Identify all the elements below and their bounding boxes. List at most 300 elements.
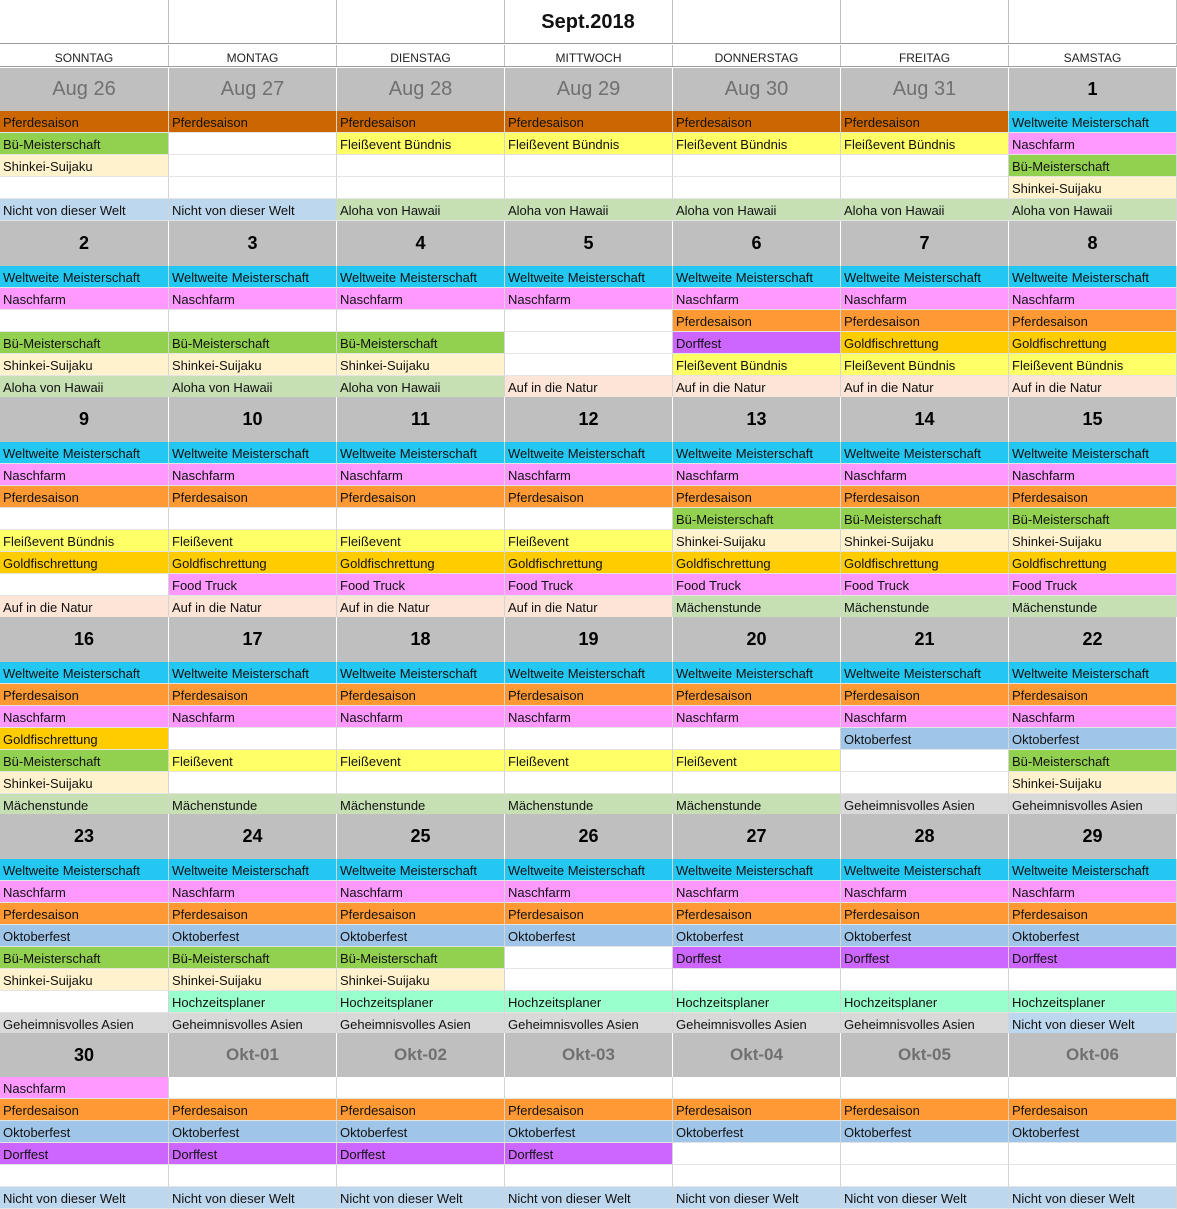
event-cell: Fleißevent <box>337 530 505 552</box>
date-cell: 5 <box>505 221 673 266</box>
event-cell: Geheimnisvolles Asien <box>505 1013 673 1035</box>
event-cell: Shinkei-Suijaku <box>1009 177 1177 199</box>
event-cell: Hochzeitsplaner <box>1009 991 1177 1013</box>
event-cell: Fleißevent Bündnis <box>505 133 673 155</box>
empty-cell <box>337 1165 505 1187</box>
date-cell: Okt-06 <box>1009 1033 1177 1077</box>
date-cell: Aug 26 <box>0 68 169 111</box>
event-cell: Naschfarm <box>0 288 169 310</box>
empty-cell <box>0 508 169 530</box>
event-cell: Bü-Meisterschaft <box>841 508 1009 530</box>
empty-cell <box>673 969 841 991</box>
empty-cell <box>673 1165 841 1187</box>
event-cell: Geheimnisvolles Asien <box>337 1013 505 1035</box>
event-cell: Nicht von dieser Welt <box>0 1187 169 1209</box>
event-cell: Naschfarm <box>1009 881 1177 903</box>
event-cell: Mächenstunde <box>841 596 1009 618</box>
event-cell: Mächenstunde <box>169 794 337 816</box>
empty-cell <box>1009 1165 1177 1187</box>
event-cell: Oktoberfest <box>1009 728 1177 750</box>
empty-cell <box>169 133 337 155</box>
event-cell: Oktoberfest <box>169 1121 337 1143</box>
date-cell: 15 <box>1009 397 1177 442</box>
date-cell: 17 <box>169 617 337 662</box>
event-cell: Pferdesaison <box>673 1099 841 1121</box>
empty-cell <box>169 155 337 177</box>
date-cell: 9 <box>0 397 169 442</box>
date-cell: Okt-01 <box>169 1033 337 1077</box>
title-cell <box>0 0 169 44</box>
empty-cell <box>841 1077 1009 1099</box>
event-cell: Pferdesaison <box>169 684 337 706</box>
event-cell: Oktoberfest <box>0 1121 169 1143</box>
event-cell: Fleißevent Bündnis <box>841 354 1009 376</box>
event-cell: Dorffest <box>841 947 1009 969</box>
event-cell: Dorffest <box>505 1143 673 1165</box>
event-cell: Aloha von Hawaii <box>841 199 1009 221</box>
event-cell: Pferdesaison <box>505 684 673 706</box>
event-cell: Naschfarm <box>1009 464 1177 486</box>
event-cell: Naschfarm <box>1009 288 1177 310</box>
event-cell: Weltweite Meisterschaft <box>841 662 1009 684</box>
event-cell: Weltweite Meisterschaft <box>673 859 841 881</box>
empty-cell <box>0 177 169 199</box>
weekday-donnerstag: DONNERSTAG <box>673 45 841 67</box>
event-cell: Goldfischrettung <box>169 552 337 574</box>
event-cell: Auf in die Natur <box>841 376 1009 398</box>
empty-cell <box>169 177 337 199</box>
event-cell: Pferdesaison <box>0 1099 169 1121</box>
event-cell: Naschfarm <box>673 881 841 903</box>
empty-cell <box>673 728 841 750</box>
event-cell: Goldfischrettung <box>841 552 1009 574</box>
empty-cell <box>169 728 337 750</box>
event-cell: Weltweite Meisterschaft <box>337 266 505 288</box>
event-cell: Weltweite Meisterschaft <box>169 442 337 464</box>
event-cell: Goldfischrettung <box>337 552 505 574</box>
empty-cell <box>169 1077 337 1099</box>
date-cell: Okt-04 <box>673 1033 841 1077</box>
event-cell: Food Truck <box>337 574 505 596</box>
event-cell: Naschfarm <box>673 706 841 728</box>
event-cell: Aloha von Hawaii <box>673 199 841 221</box>
event-cell: Shinkei-Suijaku <box>0 772 169 794</box>
event-cell: Dorffest <box>673 947 841 969</box>
event-cell: Mächenstunde <box>673 596 841 618</box>
event-cell: Weltweite Meisterschaft <box>505 662 673 684</box>
date-cell: 14 <box>841 397 1009 442</box>
event-cell: Naschfarm <box>1009 706 1177 728</box>
date-cell: 25 <box>337 814 505 859</box>
event-cell: Bü-Meisterschaft <box>0 947 169 969</box>
event-cell: Hochzeitsplaner <box>673 991 841 1013</box>
date-cell: 12 <box>505 397 673 442</box>
event-cell: Bü-Meisterschaft <box>1009 155 1177 177</box>
event-cell: Bü-Meisterschaft <box>1009 508 1177 530</box>
event-cell: Fleißevent <box>505 750 673 772</box>
weekday-freitag: FREITAG <box>841 45 1009 67</box>
date-cell: 27 <box>673 814 841 859</box>
empty-cell <box>673 1077 841 1099</box>
date-cell: 23 <box>0 814 169 859</box>
event-cell: Geheimnisvolles Asien <box>1009 794 1177 816</box>
event-cell: Nicht von dieser Welt <box>337 1187 505 1209</box>
empty-cell <box>505 728 673 750</box>
date-cell: 4 <box>337 221 505 266</box>
empty-cell <box>337 1077 505 1099</box>
event-cell: Nicht von dieser Welt <box>169 1187 337 1209</box>
event-cell: Hochzeitsplaner <box>169 991 337 1013</box>
event-cell: Weltweite Meisterschaft <box>673 442 841 464</box>
event-cell: Shinkei-Suijaku <box>841 530 1009 552</box>
event-cell: Shinkei-Suijaku <box>337 969 505 991</box>
event-cell: Auf in die Natur <box>337 596 505 618</box>
event-cell: Pferdesaison <box>673 486 841 508</box>
event-cell: Naschfarm <box>505 288 673 310</box>
event-cell: Pferdesaison <box>1009 486 1177 508</box>
event-cell: Weltweite Meisterschaft <box>1009 859 1177 881</box>
event-cell: Pferdesaison <box>169 903 337 925</box>
event-cell: Goldfischrettung <box>673 552 841 574</box>
event-cell: Naschfarm <box>337 288 505 310</box>
date-cell: 1 <box>1009 68 1177 111</box>
event-cell: Nicht von dieser Welt <box>1009 1013 1177 1035</box>
event-cell: Weltweite Meisterschaft <box>337 662 505 684</box>
event-cell: Oktoberfest <box>505 925 673 947</box>
event-cell: Geheimnisvolles Asien <box>841 794 1009 816</box>
event-cell: Weltweite Meisterschaft <box>1009 442 1177 464</box>
event-cell: Aloha von Hawaii <box>337 376 505 398</box>
date-cell: Aug 29 <box>505 68 673 111</box>
empty-cell <box>505 332 673 354</box>
event-cell: Pferdesaison <box>841 684 1009 706</box>
title-row <box>0 0 1177 45</box>
event-cell: Weltweite Meisterschaft <box>1009 266 1177 288</box>
event-cell: Aloha von Hawaii <box>169 376 337 398</box>
event-cell: Oktoberfest <box>1009 925 1177 947</box>
event-cell: Pferdesaison <box>0 903 169 925</box>
event-cell: Nicht von dieser Welt <box>505 1187 673 1209</box>
date-cell: 19 <box>505 617 673 662</box>
event-cell: Oktoberfest <box>505 1121 673 1143</box>
empty-cell <box>337 310 505 332</box>
event-cell: Weltweite Meisterschaft <box>1009 111 1177 133</box>
event-cell: Auf in die Natur <box>673 376 841 398</box>
event-cell: Fleißevent <box>505 530 673 552</box>
event-cell: Naschfarm <box>337 881 505 903</box>
empty-cell <box>505 508 673 530</box>
empty-cell <box>169 1165 337 1187</box>
empty-cell <box>0 310 169 332</box>
date-cell: 29 <box>1009 814 1177 859</box>
empty-cell <box>505 772 673 794</box>
event-cell: Fleißevent <box>337 750 505 772</box>
empty-cell <box>841 177 1009 199</box>
event-cell: Pferdesaison <box>337 486 505 508</box>
event-cell: Mächenstunde <box>673 794 841 816</box>
event-cell: Pferdesaison <box>337 903 505 925</box>
event-cell: Pferdesaison <box>169 1099 337 1121</box>
event-cell: Pferdesaison <box>841 310 1009 332</box>
event-cell: Naschfarm <box>1009 133 1177 155</box>
event-cell: Food Truck <box>673 574 841 596</box>
event-cell: Oktoberfest <box>841 1121 1009 1143</box>
event-cell: Naschfarm <box>505 706 673 728</box>
date-cell: 2 <box>0 221 169 266</box>
event-cell: Oktoberfest <box>337 1121 505 1143</box>
empty-cell <box>673 155 841 177</box>
event-cell: Weltweite Meisterschaft <box>673 266 841 288</box>
empty-cell <box>505 354 673 376</box>
date-cell: Aug 28 <box>337 68 505 111</box>
event-cell: Pferdesaison <box>1009 310 1177 332</box>
weekday-mittwoch: MITTWOCH <box>505 45 673 67</box>
empty-cell <box>505 1165 673 1187</box>
event-cell: Food Truck <box>1009 574 1177 596</box>
event-cell: Aloha von Hawaii <box>1009 199 1177 221</box>
event-cell: Pferdesaison <box>505 903 673 925</box>
empty-cell <box>1009 1143 1177 1165</box>
event-cell: Oktoberfest <box>169 925 337 947</box>
event-cell: Pferdesaison <box>1009 684 1177 706</box>
empty-cell <box>337 155 505 177</box>
event-cell: Goldfischrettung <box>1009 332 1177 354</box>
event-cell: Nicht von dieser Welt <box>841 1187 1009 1209</box>
event-cell: Pferdesaison <box>673 684 841 706</box>
event-cell: Naschfarm <box>841 288 1009 310</box>
event-cell: Weltweite Meisterschaft <box>505 266 673 288</box>
event-cell: Nicht von dieser Welt <box>169 199 337 221</box>
event-cell: Pferdesaison <box>841 111 1009 133</box>
event-cell: Weltweite Meisterschaft <box>169 662 337 684</box>
event-cell: Oktoberfest <box>1009 1121 1177 1143</box>
empty-cell <box>505 155 673 177</box>
event-cell: Naschfarm <box>169 464 337 486</box>
empty-cell <box>1009 1077 1177 1099</box>
empty-cell <box>337 728 505 750</box>
date-cell: Okt-03 <box>505 1033 673 1077</box>
event-cell: Bü-Meisterschaft <box>169 332 337 354</box>
title-cell <box>1009 0 1177 44</box>
event-cell: Mächenstunde <box>505 794 673 816</box>
event-cell: Naschfarm <box>505 464 673 486</box>
event-cell: Mächenstunde <box>1009 596 1177 618</box>
event-cell: Dorffest <box>337 1143 505 1165</box>
event-cell: Weltweite Meisterschaft <box>673 662 841 684</box>
event-cell: Pferdesaison <box>0 111 169 133</box>
event-cell: Weltweite Meisterschaft <box>0 266 169 288</box>
event-cell: Oktoberfest <box>841 728 1009 750</box>
event-cell: Naschfarm <box>505 881 673 903</box>
date-cell: 24 <box>169 814 337 859</box>
date-cell: Aug 27 <box>169 68 337 111</box>
event-cell: Hochzeitsplaner <box>505 991 673 1013</box>
event-cell: Oktoberfest <box>0 925 169 947</box>
event-cell: Naschfarm <box>337 706 505 728</box>
weekday-samstag: SAMSTAG <box>1009 45 1177 67</box>
event-cell: Goldfischrettung <box>841 332 1009 354</box>
weekday-montag: MONTAG <box>169 45 337 67</box>
event-cell: Auf in die Natur <box>1009 376 1177 398</box>
event-cell: Oktoberfest <box>841 925 1009 947</box>
date-cell: 3 <box>169 221 337 266</box>
event-cell: Naschfarm <box>0 1077 169 1099</box>
empty-cell <box>169 508 337 530</box>
date-cell: 11 <box>337 397 505 442</box>
event-cell: Mächenstunde <box>337 794 505 816</box>
empty-cell <box>0 1165 169 1187</box>
date-cell: 10 <box>169 397 337 442</box>
title-cell <box>841 0 1009 44</box>
event-cell: Fleißevent Bündnis <box>0 530 169 552</box>
empty-cell <box>169 310 337 332</box>
empty-cell <box>505 947 673 969</box>
title-cell <box>337 0 505 44</box>
event-cell: Pferdesaison <box>673 111 841 133</box>
empty-cell <box>841 969 1009 991</box>
event-cell: Weltweite Meisterschaft <box>505 859 673 881</box>
page-title: Sept.2018 <box>541 11 635 33</box>
empty-cell <box>841 772 1009 794</box>
event-cell: Fleißevent <box>673 750 841 772</box>
date-cell: 8 <box>1009 221 1177 266</box>
event-cell: Goldfischrettung <box>0 552 169 574</box>
event-cell: Hochzeitsplaner <box>337 991 505 1013</box>
event-cell: Shinkei-Suijaku <box>0 155 169 177</box>
date-cell: 18 <box>337 617 505 662</box>
event-cell: Shinkei-Suijaku <box>169 354 337 376</box>
event-cell: Goldfischrettung <box>505 552 673 574</box>
event-cell: Shinkei-Suijaku <box>169 969 337 991</box>
event-cell: Oktoberfest <box>673 1121 841 1143</box>
event-cell: Aloha von Hawaii <box>0 376 169 398</box>
event-cell: Bü-Meisterschaft <box>337 332 505 354</box>
event-cell: Pferdesaison <box>505 1099 673 1121</box>
event-cell: Fleißevent Bündnis <box>841 133 1009 155</box>
event-cell: Shinkei-Suijaku <box>0 969 169 991</box>
event-cell: Weltweite Meisterschaft <box>337 859 505 881</box>
event-cell: Fleißevent Bündnis <box>673 354 841 376</box>
event-cell: Food Truck <box>169 574 337 596</box>
event-cell: Oktoberfest <box>337 925 505 947</box>
empty-cell <box>337 772 505 794</box>
event-cell: Auf in die Natur <box>505 376 673 398</box>
date-cell: 13 <box>673 397 841 442</box>
event-cell: Naschfarm <box>673 288 841 310</box>
event-cell: Pferdesaison <box>673 310 841 332</box>
event-cell: Nicht von dieser Welt <box>0 199 169 221</box>
event-cell: Naschfarm <box>0 706 169 728</box>
weekday-sonntag: SONNTAG <box>0 45 169 67</box>
event-cell: Dorffest <box>673 332 841 354</box>
event-cell: Fleißevent <box>169 530 337 552</box>
event-cell: Food Truck <box>841 574 1009 596</box>
event-cell: Bü-Meisterschaft <box>0 133 169 155</box>
event-cell: Pferdesaison <box>337 111 505 133</box>
event-cell: Weltweite Meisterschaft <box>841 266 1009 288</box>
event-cell: Oktoberfest <box>673 925 841 947</box>
date-cell: 21 <box>841 617 1009 662</box>
empty-cell <box>505 1077 673 1099</box>
empty-cell <box>841 155 1009 177</box>
event-cell: Weltweite Meisterschaft <box>0 442 169 464</box>
date-cell: 22 <box>1009 617 1177 662</box>
event-cell: Shinkei-Suijaku <box>1009 772 1177 794</box>
event-cell: Pferdesaison <box>505 486 673 508</box>
empty-cell <box>673 772 841 794</box>
event-cell: Aloha von Hawaii <box>505 199 673 221</box>
event-cell: Weltweite Meisterschaft <box>1009 662 1177 684</box>
event-cell: Dorffest <box>169 1143 337 1165</box>
event-cell: Pferdesaison <box>337 1099 505 1121</box>
event-cell: Weltweite Meisterschaft <box>841 859 1009 881</box>
event-cell: Pferdesaison <box>841 903 1009 925</box>
event-cell: Geheimnisvolles Asien <box>673 1013 841 1035</box>
event-cell: Pferdesaison <box>169 486 337 508</box>
event-cell: Naschfarm <box>169 706 337 728</box>
empty-cell <box>673 1143 841 1165</box>
event-cell: Naschfarm <box>337 464 505 486</box>
event-cell: Naschfarm <box>0 881 169 903</box>
title-cell <box>673 0 841 44</box>
date-cell: 20 <box>673 617 841 662</box>
event-cell: Fleißevent Bündnis <box>1009 354 1177 376</box>
date-cell: 30 <box>0 1033 169 1077</box>
date-cell: Okt-02 <box>337 1033 505 1077</box>
event-cell: Goldfischrettung <box>0 728 169 750</box>
event-cell: Dorffest <box>0 1143 169 1165</box>
date-cell: Okt-05 <box>841 1033 1009 1077</box>
empty-cell <box>505 177 673 199</box>
title-cell <box>169 0 337 44</box>
event-cell: Weltweite Meisterschaft <box>505 442 673 464</box>
event-cell: Auf in die Natur <box>169 596 337 618</box>
event-cell: Weltweite Meisterschaft <box>337 442 505 464</box>
event-cell: Hochzeitsplaner <box>841 991 1009 1013</box>
empty-cell <box>1009 969 1177 991</box>
empty-cell <box>841 1143 1009 1165</box>
event-cell: Shinkei-Suijaku <box>673 530 841 552</box>
event-cell: Pferdesaison <box>1009 1099 1177 1121</box>
date-cell: 6 <box>673 221 841 266</box>
event-cell: Geheimnisvolles Asien <box>841 1013 1009 1035</box>
event-cell: Naschfarm <box>673 464 841 486</box>
event-cell: Pferdesaison <box>841 486 1009 508</box>
empty-cell <box>673 177 841 199</box>
date-cell: 28 <box>841 814 1009 859</box>
event-cell: Weltweite Meisterschaft <box>169 266 337 288</box>
event-cell: Shinkei-Suijaku <box>1009 530 1177 552</box>
event-cell: Bü-Meisterschaft <box>337 947 505 969</box>
event-cell: Auf in die Natur <box>0 596 169 618</box>
event-cell: Fleißevent Bündnis <box>673 133 841 155</box>
event-cell: Bü-Meisterschaft <box>169 947 337 969</box>
event-cell: Bü-Meisterschaft <box>0 332 169 354</box>
event-cell: Aloha von Hawaii <box>337 199 505 221</box>
event-cell: Goldfischrettung <box>1009 552 1177 574</box>
date-cell: 16 <box>0 617 169 662</box>
event-cell: Pferdesaison <box>1009 903 1177 925</box>
event-cell: Weltweite Meisterschaft <box>841 442 1009 464</box>
empty-cell <box>841 1165 1009 1187</box>
event-cell: Geheimnisvolles Asien <box>0 1013 169 1035</box>
empty-cell <box>841 750 1009 772</box>
event-cell: Bü-Meisterschaft <box>1009 750 1177 772</box>
empty-cell <box>505 310 673 332</box>
empty-cell <box>0 991 169 1013</box>
date-cell: Aug 30 <box>673 68 841 111</box>
weekday-dienstag: DIENSTAG <box>337 45 505 67</box>
